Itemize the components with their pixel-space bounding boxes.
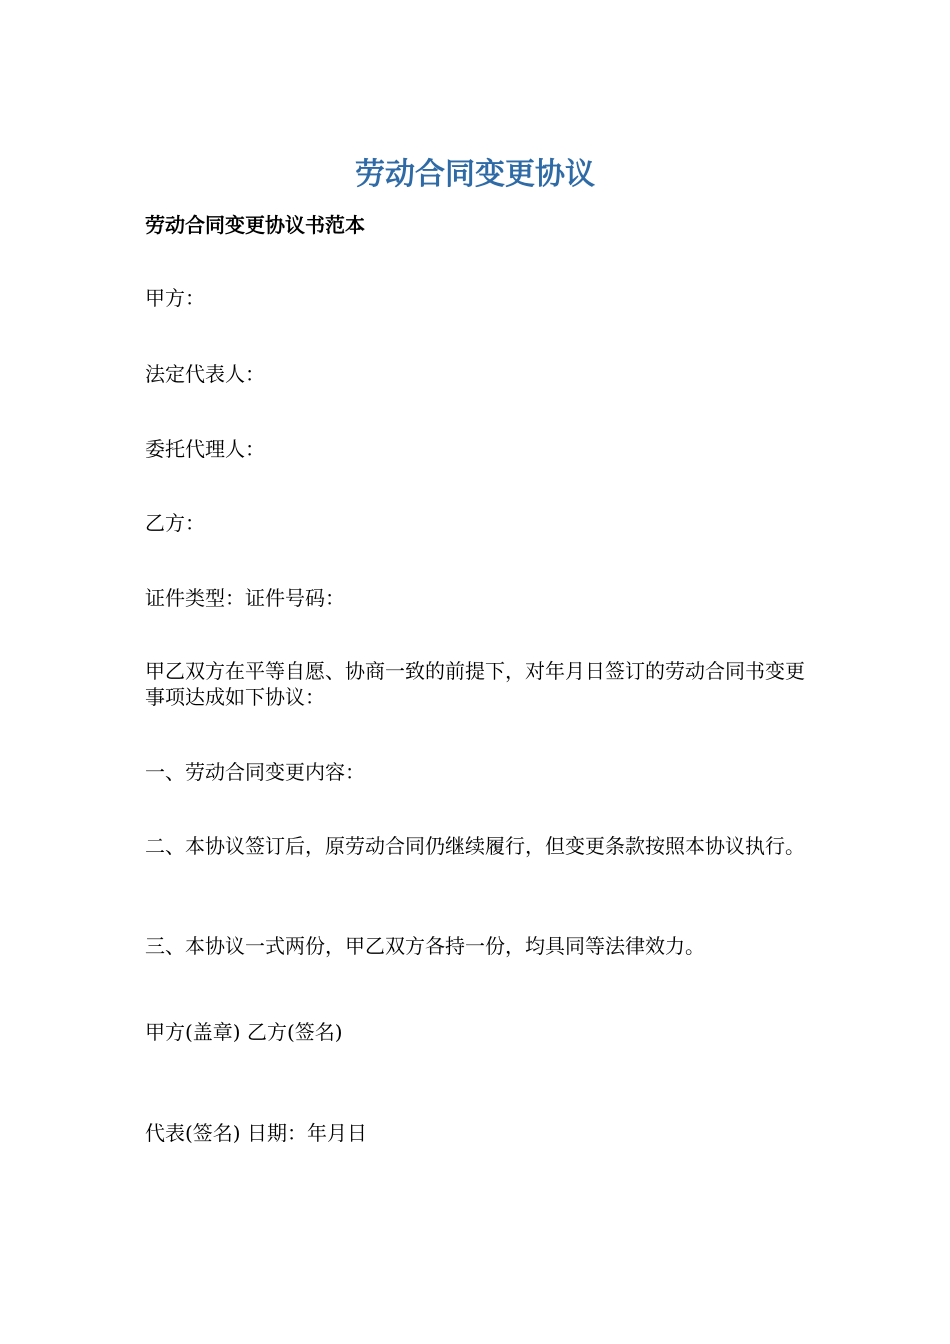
clause-two: 二、本协议签订后，原劳动合同仍继续履行，但变更条款按照本协议执行。 xyxy=(145,834,805,858)
document-title: 劳动合同变更协议 xyxy=(355,157,595,192)
clause-one: 一、劳动合同变更内容： xyxy=(145,760,365,784)
preamble-paragraph: 甲乙双方在平等自愿、协商一致的前提下，对年月日签订的劳动合同书变更事项达成如下协议： xyxy=(145,659,805,709)
party-a-line: 甲方： xyxy=(145,286,205,310)
clause-three: 三、本协议一式两份，甲乙双方各持一份，均具同等法律效力。 xyxy=(145,934,705,958)
document-subtitle: 劳动合同变更协议书范本 xyxy=(145,213,365,237)
entrusted-agent-line: 委托代理人： xyxy=(145,437,265,461)
party-b-line: 乙方： xyxy=(145,511,205,535)
legal-representative-line: 法定代表人： xyxy=(145,362,265,386)
id-type-number-line: 证件类型：证件号码： xyxy=(145,586,345,610)
signature-line-representative-date: 代表(签名) 日期：年月日 xyxy=(145,1121,367,1145)
signature-line-parties: 甲方(盖章) 乙方(签名) xyxy=(145,1020,343,1044)
